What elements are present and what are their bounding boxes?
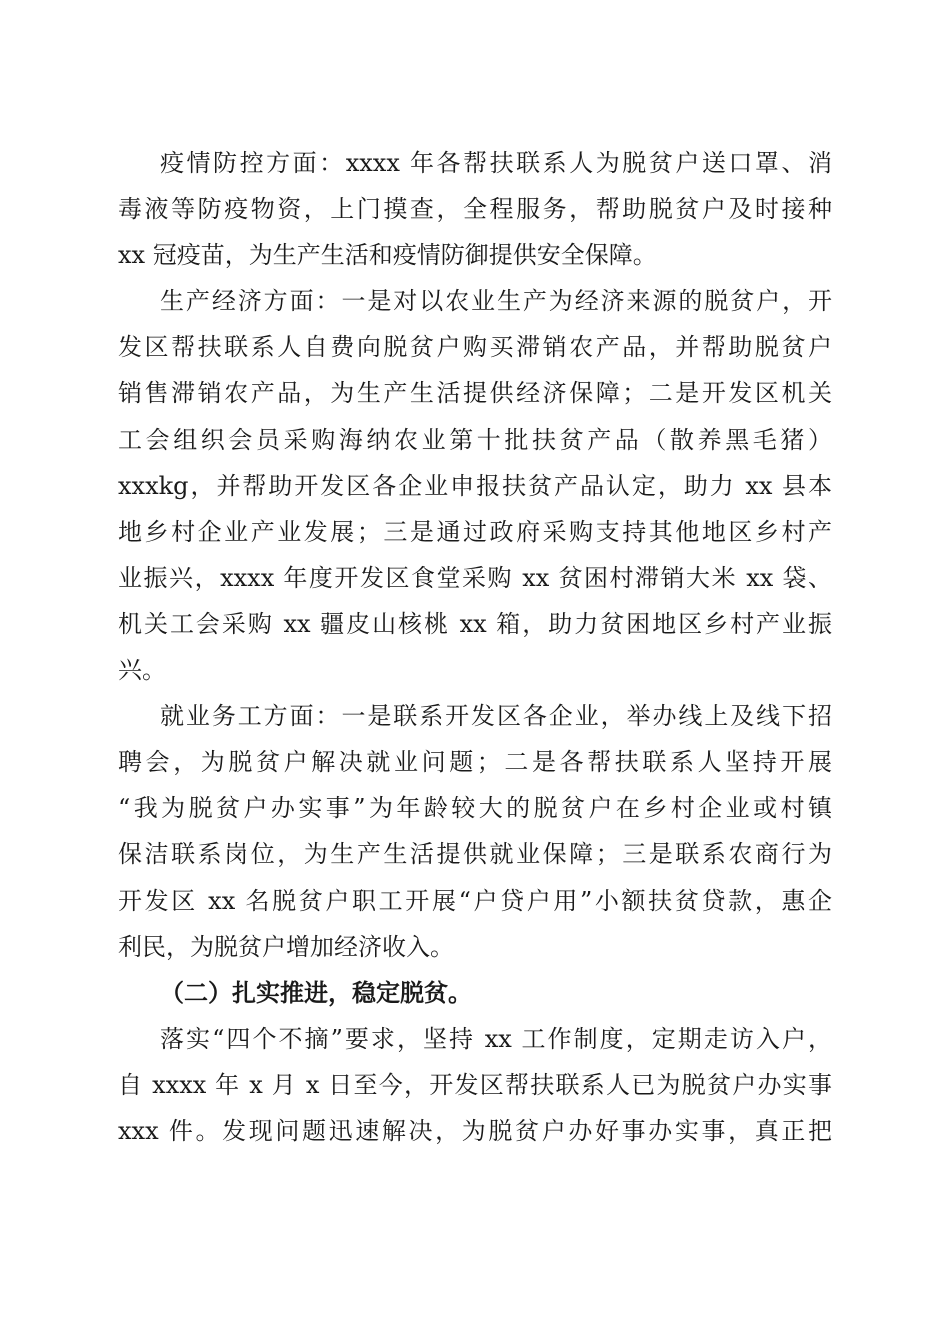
paragraph-production-economy — [118, 278, 832, 693]
paragraph-line: xxxkg，并帮助开发区各企业申报扶贫产品认定，助力 xx 县本 — [118, 471, 832, 500]
paragraph-line: 开发区 xx 名脱贫户职工开展“户贷户用”小额扶贫贷款，惠企 — [118, 886, 832, 915]
section-subheading: （二）扎实推进，稳定脱贫。 — [160, 977, 472, 1007]
paragraph-line: 利民，为脱贫户增加经济收入。 — [118, 932, 454, 961]
paragraph-line: 聘会，为脱贫户解决就业问题；二是各帮扶联系人坚持开展 — [118, 748, 832, 777]
paragraph-line: “我为脱贫户办实事”为年龄较大的脱贫户在乡村企业或村镇 — [118, 794, 832, 823]
paragraph-line: xx 冠疫苗，为生产生活和疫情防御提供安全保障。 — [118, 241, 657, 270]
paragraph-line: 工会组织会员采购海纳农业第十批扶贫产品（散养黑毛猪） — [118, 425, 832, 454]
paragraph-line: 发区帮扶联系人自费向脱贫户购买滞销农产品，并帮助脱贫户 — [118, 333, 832, 362]
paragraph-line: 机关工会采购 xx 疆皮山核桃 xx 箱，助力贫困地区乡村产业振 — [118, 609, 832, 638]
paragraph-stable-poverty-alleviation — [118, 1016, 832, 1154]
paragraph-line: 自 xxxx 年 x 月 x 日至今，开发区帮扶联系人已为脱贫户办实事 — [118, 1070, 832, 1099]
paragraph-line: 地乡村企业产业发展；三是通过政府采购支持其他地区乡村产 — [118, 517, 832, 546]
paragraph-line: xxx 件。发现问题迅速解决，为脱贫户办好事办实事，真正把 — [118, 1116, 832, 1145]
paragraph-line: 兴。 — [118, 656, 166, 685]
paragraph-line: 生产经济方面：一是对以农业生产为经济来源的脱贫户，开 — [160, 287, 832, 316]
paragraph-employment — [118, 693, 832, 970]
paragraph-line: 保洁联系岗位，为生产生活提供就业保障；三是联系农商行为 — [118, 840, 832, 869]
paragraph-line: 落实“四个不摘”要求，坚持 xx 工作制度，定期走访入户， — [160, 1024, 832, 1053]
paragraph-line: 就业务工方面：一是联系开发区各企业，举办线上及线下招 — [160, 702, 832, 731]
paragraph-line: 毒液等防疫物资，上门摸查，全程服务，帮助脱贫户及时接种 — [118, 195, 832, 224]
paragraph-epidemic-control — [118, 140, 832, 278]
paragraph-line: 业振兴，xxxx 年度开发区食堂采购 xx 贫困村滞销大米 xx 袋、 — [118, 563, 832, 592]
paragraph-line: 销售滞销农产品，为生产生活提供经济保障；二是开发区机关 — [118, 379, 832, 408]
paragraph-line: 疫情防控方面：xxxx 年各帮扶联系人为脱贫户送口罩、消 — [160, 149, 832, 177]
